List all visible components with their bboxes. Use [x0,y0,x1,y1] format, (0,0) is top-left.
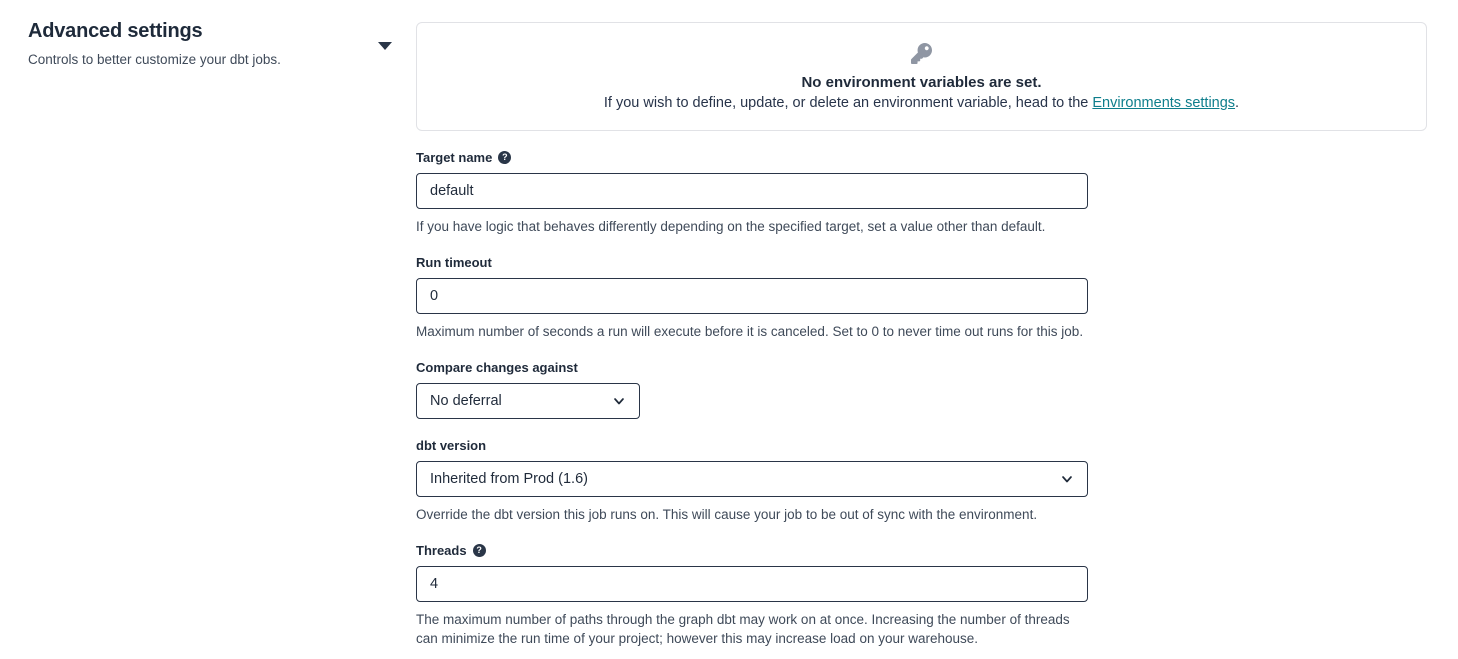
env-banner-title: No environment variables are set. [801,74,1042,91]
field-group-run-timeout [416,255,1088,341]
advanced-settings-panel [416,22,1427,648]
key-icon [911,43,932,64]
field-group-target-name [416,150,1088,236]
compare-changes-selected-value: No deferral [430,393,502,409]
environments-settings-link[interactable]: Environments settings [1092,95,1236,111]
field-group-threads [416,543,1088,648]
compare-changes-select[interactable] [416,383,640,419]
target-name-input[interactable] [416,173,1088,209]
target-name-label: Target name [416,150,493,165]
chevron-down-icon [612,394,626,408]
dbt-version-select[interactable] [416,461,1088,497]
dbt-version-label: dbt version [416,438,487,453]
chevron-down-icon [1060,472,1074,486]
env-banner-message [417,95,1426,111]
run-timeout-label: Run timeout [416,255,492,270]
help-icon[interactable]: ? [498,151,511,164]
dbt-version-helper-text: Override the dbt version this job runs on. This will cause your job to be out of sync with the environment. [416,507,1038,522]
compare-changes-label: Compare changes against [416,360,578,375]
page-title: Advanced settings [28,20,203,42]
env-variables-banner [416,22,1427,131]
threads-input[interactable] [416,566,1088,602]
field-group-dbt-version [416,438,1088,524]
env-banner-message-suffix: . [1235,95,1240,111]
field-group-compare-changes [416,360,1088,419]
dbt-version-selected-value: Inherited from Prod (1.6) [430,471,588,487]
section-header [28,20,368,67]
threads-label: Threads [416,543,467,558]
page-subtitle: Controls to better customize your dbt jobs. [28,52,281,67]
env-banner-message-prefix: If you wish to define, update, or delete an environment variable, head to the [603,95,1093,111]
run-timeout-helper-text: Maximum number of seconds a run will execute before it is canceled. Set to 0 to never time out runs for this job. [416,324,1084,339]
target-name-helper-text: If you have logic that behaves differently depending on the specified target, set a value other than default. [416,219,1046,234]
run-timeout-input[interactable] [416,278,1088,314]
threads-helper-text: The maximum number of paths through the graph dbt may work on at once. Increasing the number of threads can minimize the run time of your project; however this may increase load on your warehouse. [416,612,1070,646]
collapse-section-caret-icon[interactable] [378,42,392,50]
help-icon[interactable]: ? [473,544,486,557]
